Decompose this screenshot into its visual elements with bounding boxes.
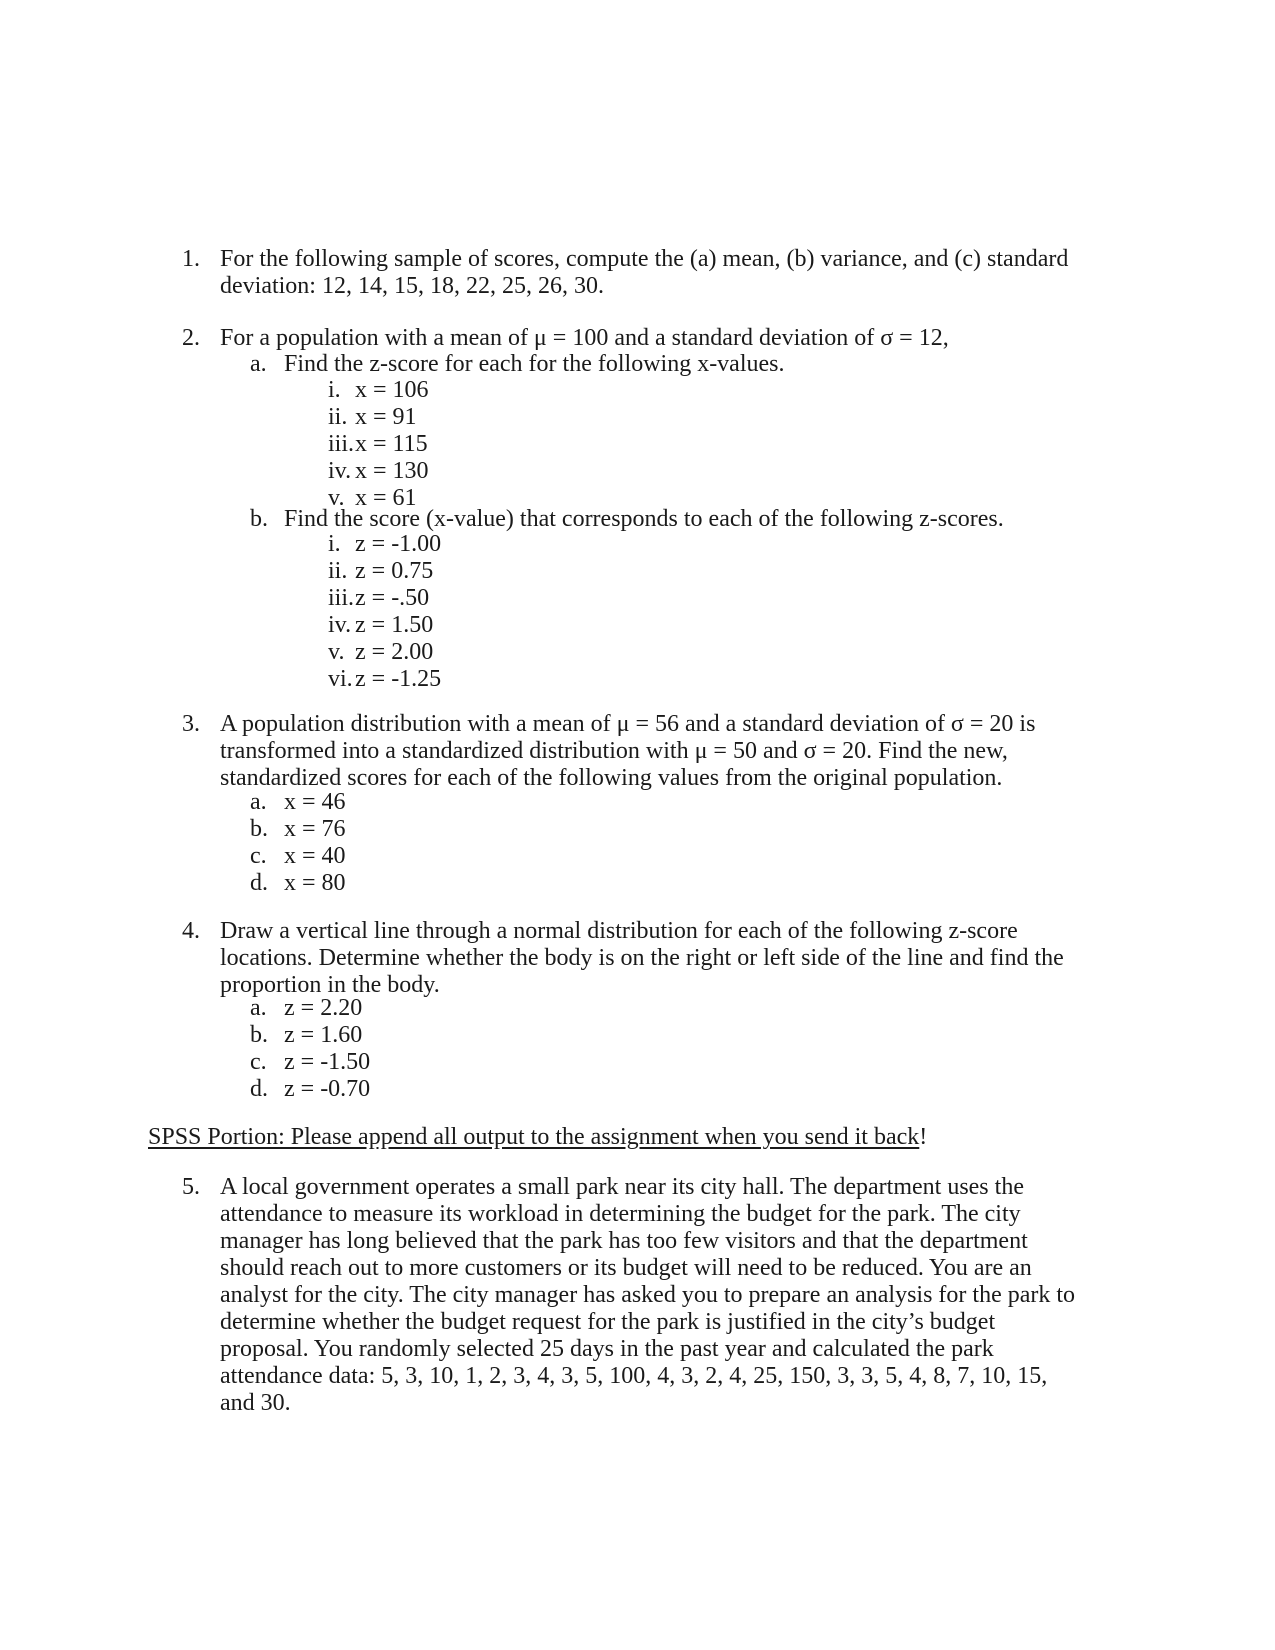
list-item [328, 377, 728, 404]
list-item [250, 995, 650, 1022]
question-5 [182, 1174, 1082, 1417]
question-text: For a population with a mean of μ = 100 and a standard deviation of σ = 12, [220, 325, 949, 351]
list-item [250, 789, 650, 816]
item-text: z = 2.00 [355, 639, 434, 665]
question-3-items [250, 789, 650, 897]
item-text: z = -.50 [355, 585, 430, 611]
list-item [250, 843, 650, 870]
item-label: iii. [328, 585, 355, 611]
item-label: vi. [328, 666, 353, 692]
item-text: x = 61 [355, 485, 417, 511]
part-label: a. [250, 351, 267, 377]
item-label: iii. [328, 431, 355, 457]
item-text: x = 115 [355, 431, 428, 457]
item-text: z = 1.60 [284, 1022, 363, 1048]
question-text: A local government operates a small park near its city hall. The department uses the attendance to measure its workload in determining the budget for the park. The city manager has long believed that the park has too few visitors and that the department should reach out to more customers or its budget will need to be reduced. You are an analyst for the city. The city manager has asked you to prepare an analysis for the park to determine whether the budget request for the park is justified in the city’s budget proposal. You randomly selected 25 days in the past year and calculated the park attendance data: 5, 3, 10, 1, 2, 3, 4, 3, 5, 100, 4, 3, 2, 4, 25, 150, 3, 3, 5, 4, 8, 7, 10, 15, and 30. [220, 1174, 1076, 1416]
item-label: d. [250, 1076, 268, 1102]
question-2 [182, 325, 1122, 352]
question-2b-items [328, 531, 728, 693]
list-item [250, 816, 650, 843]
item-label: v. [328, 639, 345, 665]
question-2b [250, 506, 1150, 533]
part-label: b. [250, 506, 268, 532]
item-label: i. [328, 377, 341, 403]
item-label: v. [328, 485, 345, 511]
spss-heading-end: ! [919, 1124, 928, 1150]
list-item [328, 666, 728, 693]
part-text: Find the score (x-value) that corresponds to each of the following z-scores. [284, 506, 1004, 532]
list-item [250, 1049, 650, 1076]
item-text: z = -0.70 [284, 1076, 371, 1102]
item-label: c. [250, 843, 267, 869]
question-number: 3. [182, 711, 200, 737]
item-label: ii. [328, 558, 348, 584]
question-4-items [250, 995, 650, 1103]
list-item [328, 458, 728, 485]
question-text: Draw a vertical line through a normal distribution for each of the following z-score locations. Determine whether the body is on the right or left side of the line and find the proportion in the body. [220, 918, 1064, 998]
item-text: x = 80 [284, 870, 346, 896]
question-3 [182, 711, 1042, 792]
item-label: a. [250, 995, 267, 1021]
question-number: 5. [182, 1174, 200, 1200]
item-label: iv. [328, 458, 352, 484]
list-item [250, 1076, 650, 1103]
item-text: z = -1.00 [355, 531, 442, 557]
list-item [328, 531, 728, 558]
item-label: i. [328, 531, 341, 557]
item-label: a. [250, 789, 267, 815]
list-item [250, 870, 650, 897]
item-label: d. [250, 870, 268, 896]
list-item [250, 1022, 650, 1049]
item-text: z = 2.20 [284, 995, 363, 1021]
item-text: x = 106 [355, 377, 429, 403]
item-text: x = 76 [284, 816, 346, 842]
list-item [328, 404, 728, 431]
question-text: For the following sample of scores, compute the (a) mean, (b) variance, and (c) standard deviation: 12, 14, 15, 18, 22, 25, 26, 30. [220, 246, 1069, 299]
list-item [328, 585, 728, 612]
list-item [328, 558, 728, 585]
question-2a-items [328, 377, 728, 512]
item-label: c. [250, 1049, 267, 1075]
question-number: 2. [182, 325, 200, 351]
spss-heading-text: SPSS Portion: Please append all output to the assignment when you send it back [148, 1124, 920, 1150]
item-text: x = 46 [284, 789, 346, 815]
item-text: x = 91 [355, 404, 417, 430]
item-label: b. [250, 816, 268, 842]
item-text: z = 1.50 [355, 612, 434, 638]
spss-heading [148, 1124, 927, 1151]
item-text: x = 130 [355, 458, 429, 484]
question-2a [250, 351, 1150, 378]
part-text: Find the z-score for each for the following x-values. [284, 351, 785, 377]
question-4 [182, 918, 1082, 999]
question-number: 1. [182, 246, 200, 272]
item-text: x = 40 [284, 843, 346, 869]
list-item [328, 612, 728, 639]
item-text: z = 0.75 [355, 558, 434, 584]
question-number: 4. [182, 918, 200, 944]
item-text: z = -1.25 [355, 666, 442, 692]
question-1 [182, 246, 1087, 300]
question-text: A population distribution with a mean of μ = 56 and a standard deviation of σ = 20 is transformed into a standardized distribution with μ = 50 and σ = 20. Find the new, standardized scores for each of the following values from the original population. [220, 711, 1036, 791]
item-label: b. [250, 1022, 268, 1048]
item-label: iv. [328, 612, 352, 638]
item-label: ii. [328, 404, 348, 430]
list-item [328, 431, 728, 458]
item-text: z = -1.50 [284, 1049, 371, 1075]
list-item [328, 639, 728, 666]
